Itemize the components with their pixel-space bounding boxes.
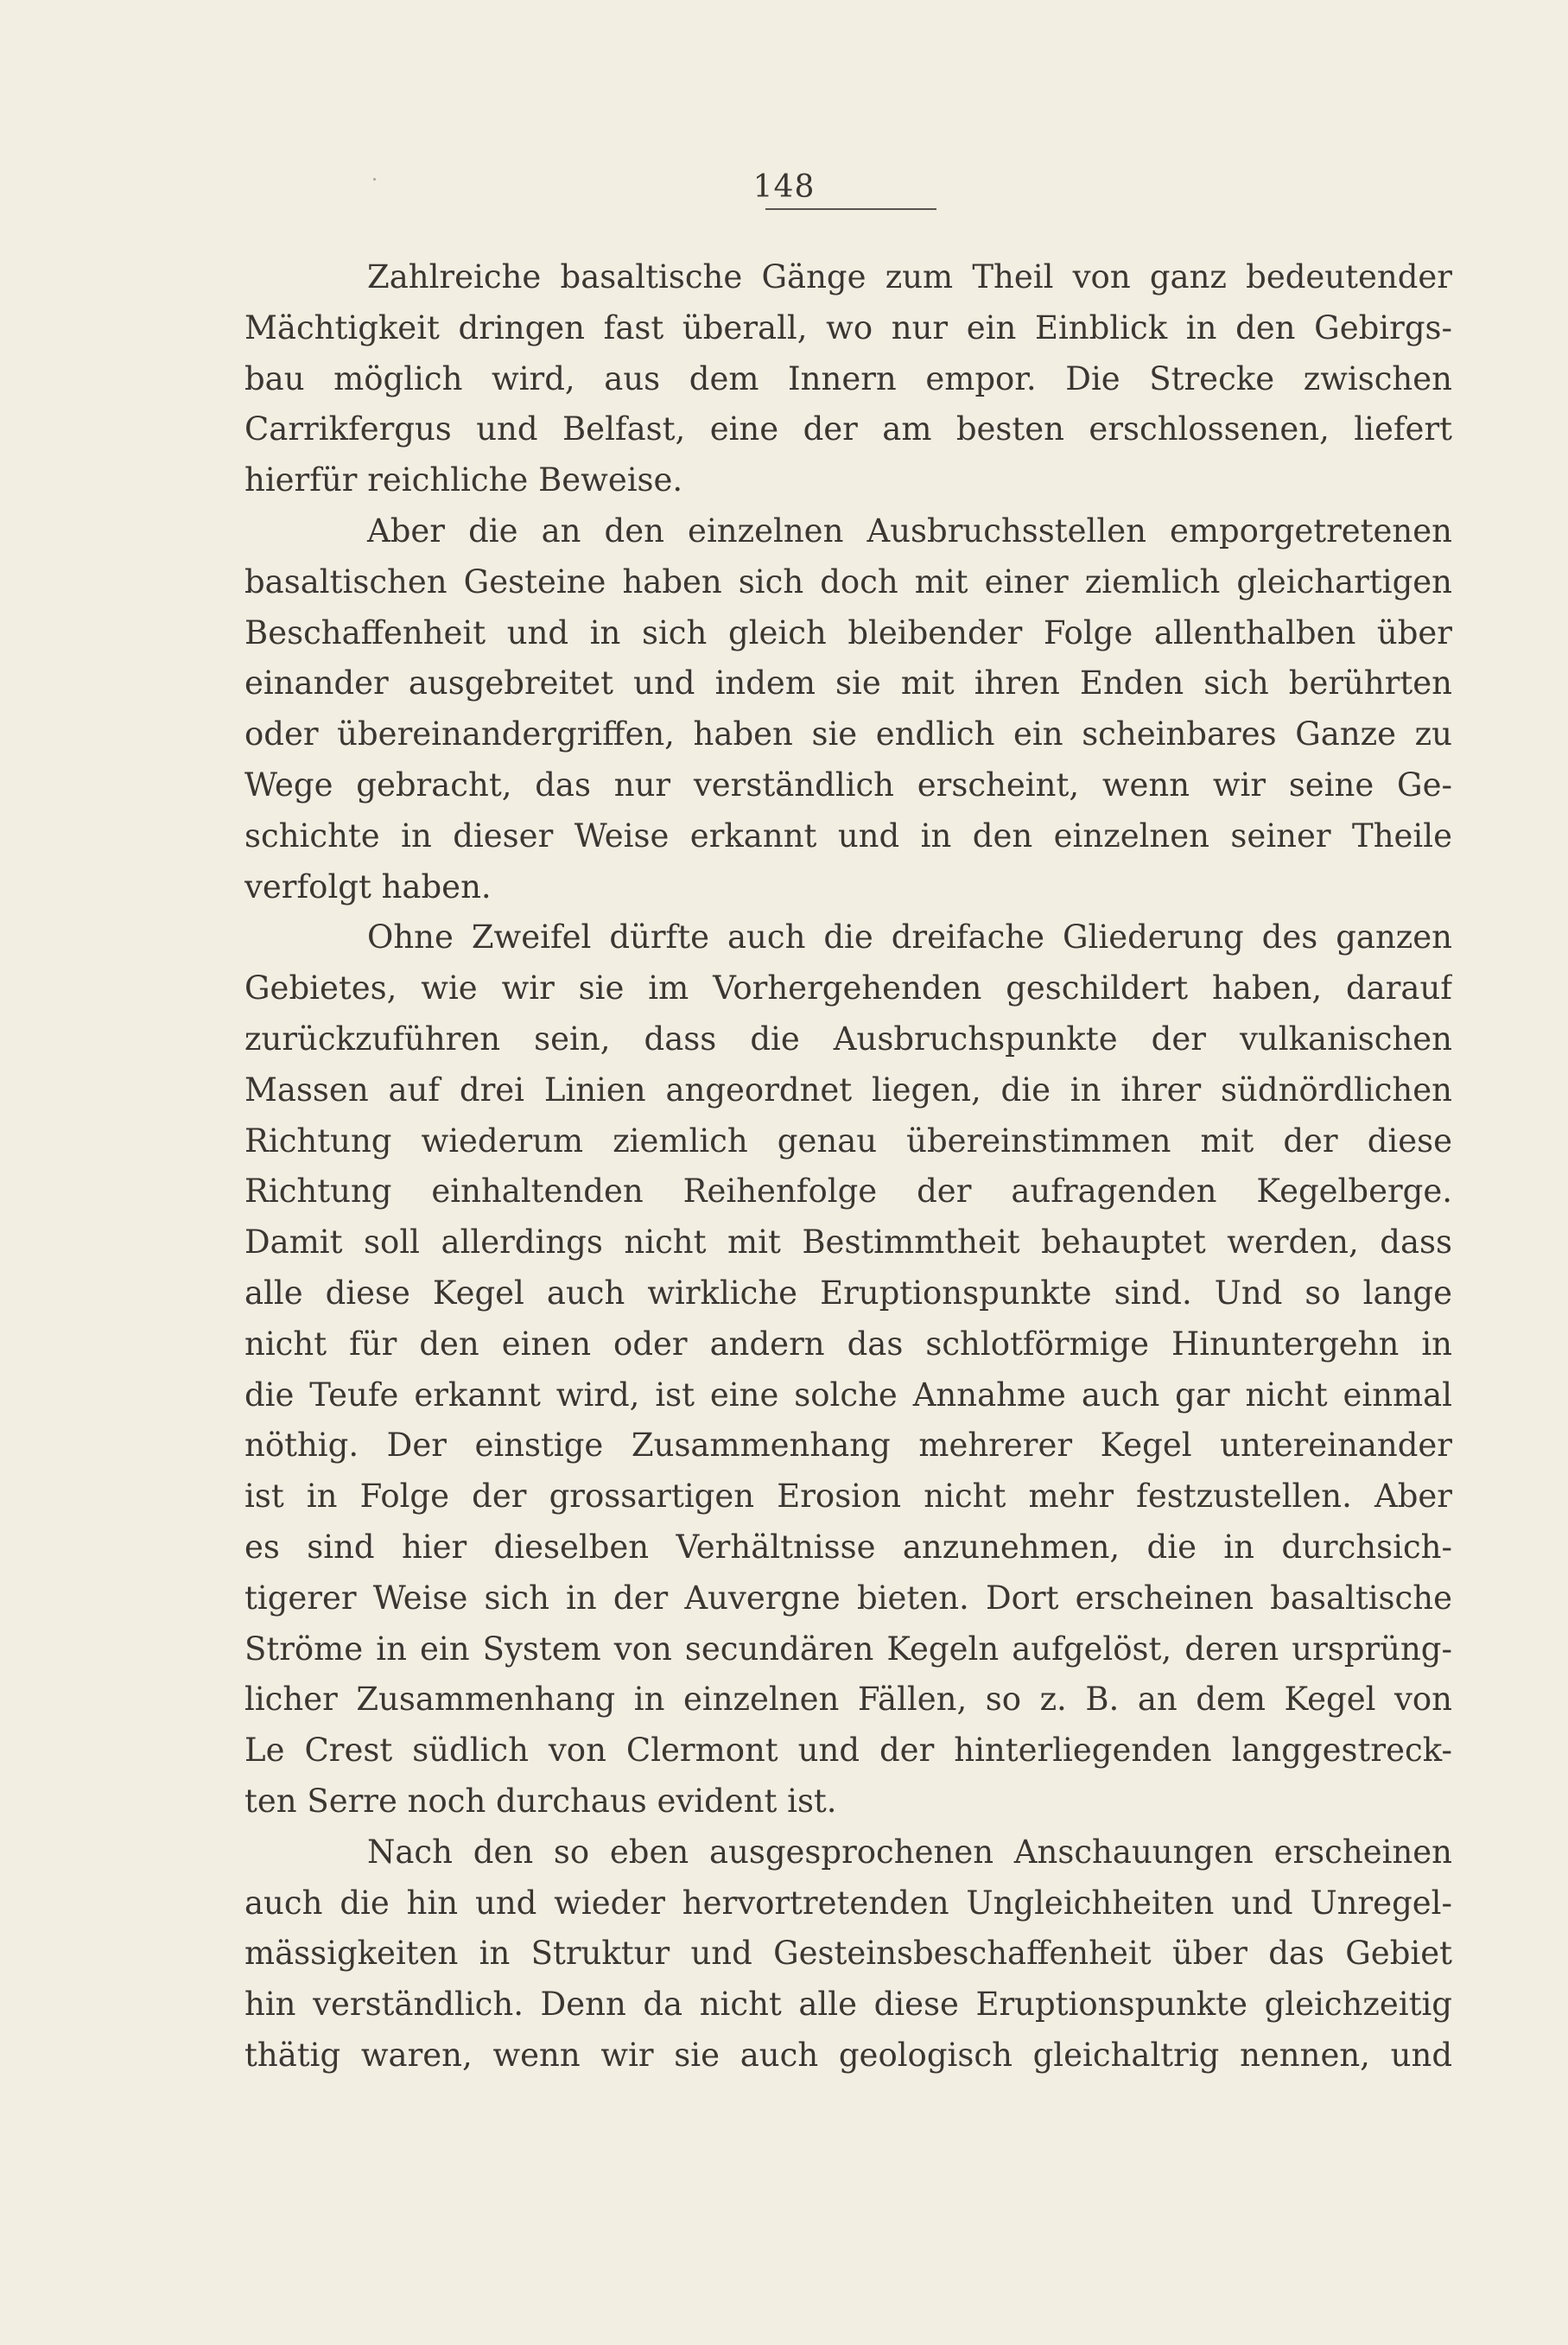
text-line: Massen auf drei Linien angeordnet liegen, die in ihrer südnördlichen: [244, 1071, 1452, 1109]
paragraph-3: [244, 912, 1452, 1827]
paragraph-4: [244, 1827, 1452, 2081]
page-number: 148: [752, 169, 816, 205]
text-line: ten Serre noch durchaus evident ist.: [244, 1782, 837, 1820]
text-line: die Teufe erkannt wird, ist eine solche Annahme auch gar nicht einmal: [244, 1376, 1452, 1414]
text-line: Beschaffenheit und in sich gleich bleibender Folge allenthalben über: [244, 613, 1452, 651]
text-line: auch die hin und wieder hervortretenden Ungleichheiten und Unregel-: [244, 1884, 1452, 1922]
text-line: zurückzuführen sein, dass die Ausbruchspunkte der vulkanischen: [244, 1020, 1452, 1058]
text-line: nicht für den einen oder andern das schlotförmige Hinuntergehn in: [244, 1325, 1452, 1363]
text-line: Gebietes, wie wir sie im Vorhergehenden geschildert haben, darauf: [244, 969, 1452, 1007]
text-line: nöthig. Der einstige Zusammenhang mehrerer Kegel untereinander: [244, 1427, 1452, 1465]
text-line: Wege gebracht, das nur verständlich erscheint, wenn wir seine Ge-: [244, 766, 1452, 804]
paragraph-1: [244, 252, 1452, 506]
text-line: Ströme in ein System von secundären Kegeln aufgelöst, deren ursprüng-: [244, 1630, 1452, 1668]
text-line: hierfür reichliche Beweise.: [244, 461, 683, 499]
text-line: licher Zusammenhang in einzelnen Fällen, so z. B. an dem Kegel von: [244, 1681, 1452, 1719]
text-line: hin verständlich. Denn da nicht alle diese Eruptionspunkte gleichzeitig: [244, 1986, 1452, 2024]
text-line: verfolgt haben.: [244, 867, 492, 906]
paragraph-2: [244, 506, 1452, 912]
text-line: oder übereinandergriffen, haben sie endlich ein scheinbares Ganze zu: [244, 715, 1452, 753]
text-line: tigerer Weise sich in der Auvergne bieten. Dort erscheinen basaltische: [244, 1579, 1452, 1617]
text-line: Mächtigkeit dringen fast überall, wo nur ein Einblick in den Gebirgs-: [244, 308, 1452, 346]
text-line: ist in Folge der grossartigen Erosion nicht mehr festzustellen. Aber: [244, 1478, 1452, 1516]
text-line: alle diese Kegel auch wirkliche Eruptionspunkte sind. Und so lange: [244, 1274, 1452, 1312]
text-line: mässigkeiten in Struktur und Gesteinsbeschaffenheit über das Gebiet: [244, 1935, 1452, 1973]
text-line: Zahlreiche basaltische Gänge zum Theil von ganz bedeutender: [367, 258, 1452, 296]
text-line: Richtung wiederum ziemlich genau übereinstimmen mit der diese: [244, 1122, 1452, 1160]
text-line: Nach den so eben ausgesprochenen Anschauungen erscheinen: [367, 1833, 1452, 1871]
body-text: [244, 252, 1452, 2081]
text-line: es sind hier dieselben Verhältnisse anzunehmen, die in durchsich-: [244, 1528, 1452, 1566]
text-line: Le Crest südlich von Clermont und der hinterliegenden langgestreck-: [244, 1732, 1452, 1770]
text-line: Damit soll allerdings nicht mit Bestimmtheit behauptet werden, dass: [244, 1223, 1452, 1261]
text-line: Ohne Zweifel dürfte auch die dreifache Gliederung des ganzen: [367, 918, 1452, 956]
text-line: schichte in dieser Weise erkannt und in den einzelnen seiner Theile: [244, 817, 1452, 855]
text-line: basaltischen Gesteine haben sich doch mit einer ziemlich gleichartigen: [244, 562, 1452, 601]
text-line: einander ausgebreitet und indem sie mit ihren Enden sich berührten: [244, 664, 1452, 702]
text-line: thätig waren, wenn wir sie auch geologisch gleichaltrig nennen, und: [244, 2036, 1452, 2074]
text-line: Richtung einhaltenden Reihenfolge der aufragenden Kegelberge.: [244, 1172, 1452, 1211]
page-number-rule: [765, 208, 936, 210]
text-line: bau möglich wird, aus dem Innern empor. Die Strecke zwischen: [244, 359, 1452, 397]
text-line: Aber die an den einzelnen Ausbruchsstellen emporgetretenen: [367, 512, 1452, 550]
text-line: Carrikfergus und Belfast, eine der am besten erschlossenen, liefert: [244, 410, 1452, 448]
